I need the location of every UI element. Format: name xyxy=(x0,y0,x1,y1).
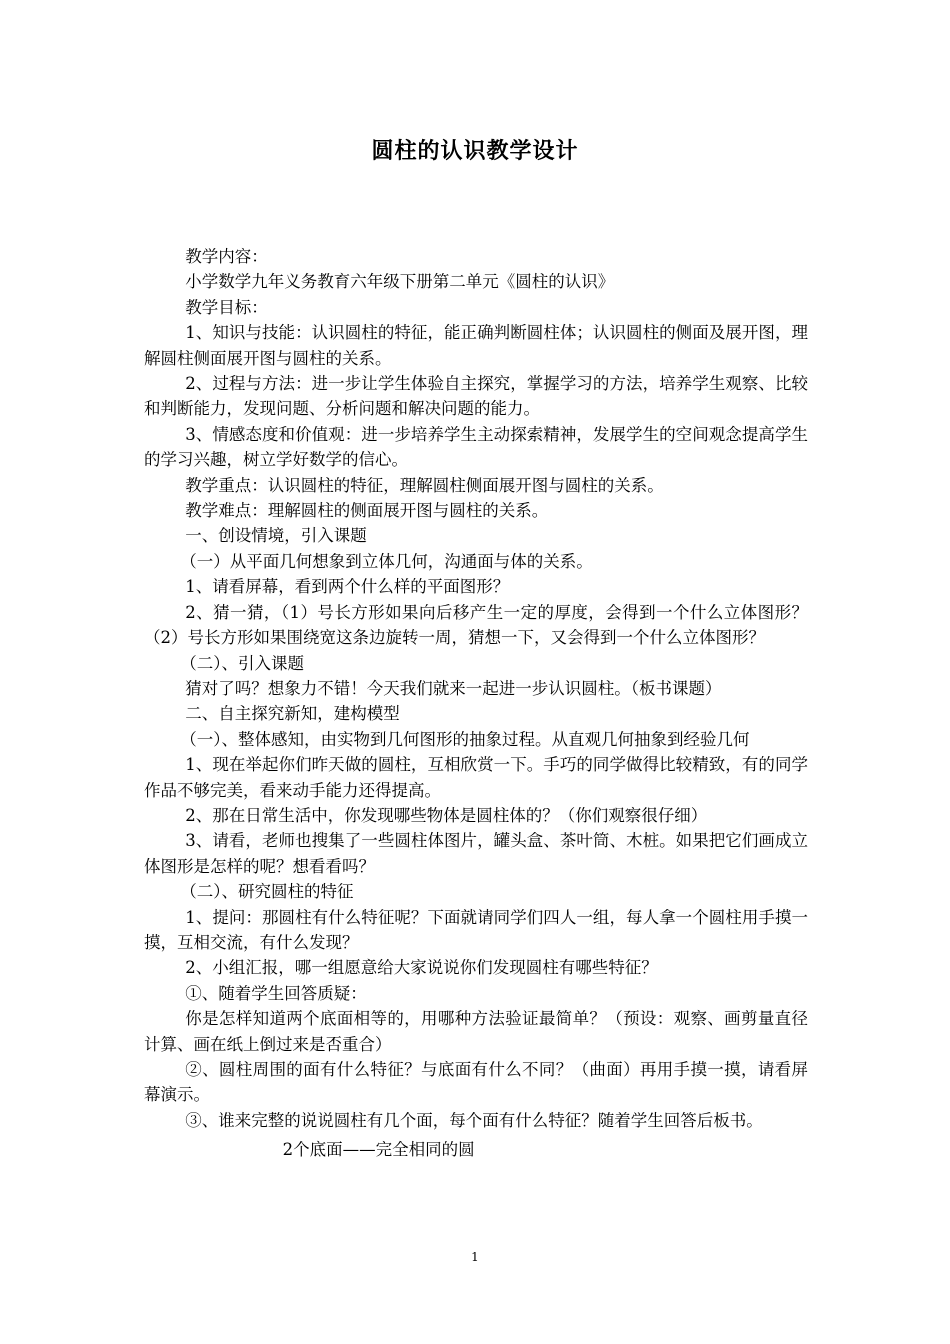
paragraph: 你是怎样知道两个底面相等的，用哪种方法验证最简单？（预设：观察、画剪量直径计算、画在纸上倒过来是否重合） xyxy=(144,1009,808,1054)
paragraph: 2、过程与方法：进一步让学生体验自主探究，掌握学习的方法，培养学生观察、比较和判断能力，发现问题、分析问题和解决问题的能力。 xyxy=(144,374,808,419)
paragraph: 1、请看屏幕，看到两个什么样的平面图形？ xyxy=(185,577,510,597)
paragraph: 1、提问：那圆柱有什么特征呢？下面就请同学们四人一组，每人拿一个圆柱用手摸一摸，互相交流，有什么发现？ xyxy=(144,907,808,952)
paragraph: 3、请看，老师也搜集了一些圆柱体图片，罐头盒、茶叶筒、木桩。如果把它们画成立体图形是怎样的呢？想看看吗？ xyxy=(144,831,808,876)
document-title: 圆柱的认识教学设计 xyxy=(371,138,579,164)
paragraph: 教学目标： xyxy=(185,297,268,317)
paragraph: 2、小组汇报，哪一组愿意给大家说说你们发现圆柱有哪些特征？ xyxy=(185,958,658,978)
paragraph: ③、谁来完整的说说圆柱有几个面，每个面有什么特征？随着学生回答后板书。 xyxy=(185,1110,763,1130)
paragraph: 2、猜一猜，（1）号长方形如果向后移产生一定的厚度，会得到一个什么立体图形？（2）号长方形如果围绕宽这条边旋转一周，猜想一下，又会得到一个什么立体图形？ xyxy=(144,602,808,648)
paragraph: 3、情感态度和价值观：进一步培养学生主动探索精神，发展学生的空间观念提高学生的学习兴趣，树立学好数学的信心。 xyxy=(144,424,808,470)
paragraph: （二）、研究圆柱的特征 xyxy=(180,882,354,902)
paragraph: 教学难点：理解圆柱的侧面展开图与圆柱的关系。 xyxy=(185,501,549,521)
paragraph: （一）、整体感知，由实物到几何图形的抽象过程。从直观几何抽象到经验几何 xyxy=(180,729,750,749)
paragraph: 小学数学九年义务教育六年级下册第二单元《圆柱的认识》 xyxy=(185,272,615,292)
paragraph: 1、知识与技能：认识圆柱的特征，能正确判断圆柱体；认识圆柱的侧面及展开图，理解圆柱侧面展开图与圆柱的关系。 xyxy=(144,323,808,368)
paragraph: 二、自主探究新知，建构模型 xyxy=(185,704,400,724)
paragraph: （一）从平面几何想象到立体几何，沟通面与体的关系。 xyxy=(180,551,593,571)
paragraph: 2个底面——完全相同的圆 xyxy=(282,1140,475,1160)
paragraph: 教学重点：认识圆柱的特征，理解圆柱侧面展开图与圆柱的关系。 xyxy=(185,475,664,495)
paragraph: 猜对了吗？想象力不错！今天我们就来一起进一步认识圆柱。（板书课题） xyxy=(185,678,722,698)
paragraph: 教学内容： xyxy=(185,247,268,266)
paragraph: 一、创设情境，引入课题 xyxy=(185,526,367,546)
paragraph: （二）、引入课题 xyxy=(180,653,305,673)
paragraph: ②、圆柱周围的面有什么特征？与底面有什么不同？（曲面）再用手摸一摸，请看屏幕演示。 xyxy=(144,1060,808,1105)
document-body xyxy=(144,244,808,1163)
paragraph: 2、那在日常生活中，你发现哪些物体是圆柱体的？（你们观察很仔细） xyxy=(185,805,708,825)
page-number: 1 xyxy=(471,1250,479,1264)
paragraph: ①、随着学生回答质疑： xyxy=(185,983,367,1003)
paragraph: 1、现在举起你们昨天做的圆柱，互相欣赏一下。手巧的同学做得比较精致，有的同学作品不够完美，看来动手能力还得提高。 xyxy=(144,755,808,800)
